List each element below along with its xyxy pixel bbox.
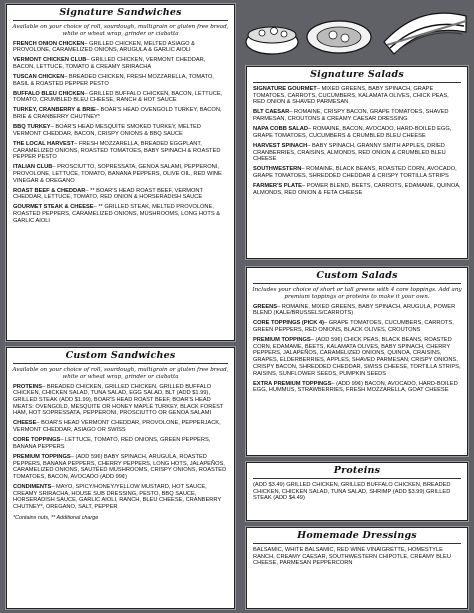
menu-item-desc: – POWER BLEND, BEETS, CARROTS, EDAMAME, QUINOA, ALMONDS, RED ONION & FETA CHEESE [253,182,461,196]
wrap-illustration [307,21,371,53]
dressings-panel [246,527,468,609]
menu-item [13,57,228,70]
menu-item [13,91,228,104]
menu-item-desc: – GRILLED BUFFALO CHICKEN, BACON, LETTUCE, TOMATO, CRUMBLED BLEU CHEESE, RANCH & HOT SAUCE [13,90,223,104]
menu-item-name: BLT CAESAR [253,109,290,116]
menu-item [13,164,228,184]
proteins-text: (ADD $3.49) GRILLED CHICKEN, GRILLED BUFFALO CHICKEN, BREADED CHICKEN, CHICKEN SALAD, TUNA SALAD, SHRIMP (ADD $3.99) GRILLED STEAK (ADD $4.49) [253,482,451,502]
menu-item-desc: – MAYO, SPICY/HONEY/YELLOW MUSTARD, HOT SAUCE, CREAMY SRIRACHA, HOUSE SUB DRESSING, PESTO, BBQ SAUCE, HORSERADISH SAUCE, GARLIC AIOLI, RANCH, BLEU CHEESE, CRANBERRY CHUTNEY*, OREGANO, SALT, PEPPER [13,483,222,511]
menu-item [253,126,461,139]
menu-list [7,41,234,225]
menu-item-name: ROAST BEEF & CHEDDAR [13,187,86,194]
menu-item-desc: – ROMAINE, BACON, AVOCADO, HARD-BOILED EGG, GRAPE TOMATOES, CUCUMBERS & CRUMBLED BLEU CHEESE [253,126,452,139]
menu-item-name: TUSCAN CHICKEN [13,74,65,80]
menu-item [253,86,461,106]
section-title: Proteins [333,465,381,476]
menu-item [13,437,228,450]
menu-item-name: CHEESE [13,420,37,427]
menu-item [13,204,228,224]
signature-sandwiches-panel [6,4,235,341]
menu-item-desc: – ROMAINE, CRISPY BACON, GRAPE TOMATOES, SHAVED PARMESAN, CROUTONS & CREAMY CAESAR DRESSING [253,109,449,123]
menu-item-desc: – FRESH MOZZARELLA, BREADED EGGPLANT, CARAMELIZED ONIONS, ROASTED TOMATOES, BABY SPINACH & ROASTED PEPPER PESTO [13,140,221,161]
menu-item [13,188,228,201]
section-subtitle: Includes your choice of short or tall greens with 4 core toppings. Add any premium toppings or proteins to make it your own. [252,287,462,300]
menu-item-name: GREENS [253,303,278,310]
menu-item-desc: – GRILLED CHICKEN, MELTED ASIAGO & PROVOLONE, CARAMELIZED ONIONS, ARUGULA & GARLIC AIOLI [13,40,195,54]
menu-item-name: CORE TOPPINGS (PICK 4) [253,320,324,327]
menu-item [253,304,461,317]
menu-item [13,124,228,137]
menu-item-name: VERMONT CHICKEN CLUB [13,57,87,64]
menu-item [13,107,228,120]
menu-item-name: PREMIUM TOPPINGS [13,453,71,460]
menu-item [253,381,461,394]
section-subtitle: Available on your choice of roll, sourdough, multigrain or gluten free bread, white or wheat wrap, grinder or ciabatta [12,367,229,380]
menu-item-name: ITALIAN CLUB [13,164,53,171]
menu-item-name: EXTRA PREMIUM TOPPINGS [253,380,332,387]
menu-item-name: BUFFALO BLEU CHICKEN [13,90,85,97]
menu-item-name: SOUTHWESTERN [253,166,302,173]
section-title: Custom Salads [316,270,398,281]
dressings-text: BALSAMIC, WHITE BALSAMIC, RED WINE VINAIGRETTE, HOMESTYLE RANCH, CREAMY CAESAR, SOUTHWESTERN CHIPOTLE, CREAMY BLEU CHEESE, PARMESAN PEPPERCORN [253,547,451,567]
proteins-panel [246,462,468,521]
menu-item [253,143,461,163]
menu-item [13,420,228,433]
menu-list [7,384,234,511]
menu-item-name: FRENCH ONION CHICKEN [13,40,85,47]
menu-item-desc: – BABY SPINACH, GRANNY SMITH APPLES, DRIED CRANBERRIES, CRAISINS, ALMONDS, RED ONION & CRUMBLED BLEU CHEESE [253,142,446,163]
menu-item-desc: – ** BOAR'S HEAD ROAST BEEF, VERMONT CHEDDAR, LETTUCE, TOMATO, RED ONION & HORSERADISH SAUCE [13,187,203,201]
menu-item-name: FARMER'S PLATE [253,182,302,189]
section-title: Signature Sandwiches [59,7,182,18]
menu-item-name: PROTEINS [13,383,43,390]
menu-item [253,166,461,179]
menu-item-name: HARVEST SPINACH [253,142,308,149]
custom-salads-panel [246,267,468,456]
menu-list [247,304,467,394]
menu-item-desc: – ROMAINE, BLACK BEANS, ROASTED CORN, AVOCADO, GRAPE TOMATOES, SHREDDED CHEDDAR & CRISPY TORTILLA STRIPS [253,166,457,179]
menu-item [253,337,461,377]
menu-item-desc: – (ADD 59¢) BABY SPINACH, ARUGULA, ROASTED PEPPERS, BANANA PEPPERS, CHERRY PEPPERS, LONG HOTS, JALAPEÑOS, CARAMELIZED ONIONS, SAUTÉED MUSHROOMS, CRISPY ONIONS, ROASTED TOMATOES, BACON, AVOCADO (ADD 99¢) [13,453,227,480]
menu-item [13,454,228,481]
menu-item-desc: – BOAR'S HEAD MESQUITE SMOKED TURKEY, MELTED VERMONT CHEDDAR, BACON, CRISPY ONIONS & BBQ SAUCE [13,124,201,137]
menu-item-desc: – BREADED CHICKEN, GRILLED CHICKEN, GRILLED BUFFALO CHICKEN, CHICKEN SALAD, TUNA SALAD, EGG SALAD, BLT (ADD $1.99), GRILLED STEAK (ADD $1.99), BOAR'S HEAD ROAST BEEF, BOAR'S HEAD MEATS: OVENGOLD, MESQUITE OR HONEY MAPLE TURKEY, BLACK FOREST HAM, HOT SOPRESSATA, PEPPERONI, PROSCIUTTO OR GENOA SALAMI [13,383,224,417]
menu-item [13,484,228,511]
menu-item-name: CORE TOPPINGS [13,437,61,444]
menu-list [247,86,467,196]
menu-item-desc: – PROSCIUTTO, SOPRESSATA, GENOA SALAMI, PEPPERONI, PROVOLONE, LETTUCE, TOMATO, BANANA PEPPERS, OLIVE OIL, RED WINE VINEGAR & OREGANO [13,164,222,184]
menu-item-desc: – MIXED GREENS, BABY SPINACH, GRAPE TOMATOES, CARROTS, CUCUMBERS, KALAMATA OLIVES, CHICK PEAS, RED ONION & SHAVED PARMESAN [253,86,449,106]
menu-item-desc: – ROMAINE, MIXED GREENS, BABY SPINACH, ARUGULA, POWER BLEND (KALE/BRUSSELS/CARROTS) [253,303,456,317]
menu-item-name: PREMIUM TOPPINGS [253,337,311,343]
menu-item-desc: – ** GRILLED STEAK, MELTED PROVOLONE, ROASTED PEPPERS, CARAMELIZED ONIONS, MUSHROOMS, LONG HOTS & GARLIC AIOLI [13,204,220,224]
menu-item-desc: – BOAR'S HEAD VERMONT CHEDDAR, PROVOLONE, PEPPERJACK, VERMONT CHEDDAR, ASIAGO OR SWISS [13,420,221,434]
menu-item [13,41,228,54]
section-title: Signature Salads [310,69,404,80]
salad-bowl-illustration [246,27,298,54]
menu-item-desc: – (ADD 59¢) CHICK PEAS, BLACK BEANS, ROASTED CORN, EDAMAME, BEETS, KALAMATA OLIVES, BABY SPINACH, CHERRY PEPPERS, JALAPEÑOS, CARAMELIZED ONIONS, QUINOA, CRAISINS, GRAPES, ELDERBERRIES, APPLES, SHAVED PARMESAN, CRISPY ONIONS, CRISPY BACON, SHREDDED CHEDDAR, SWISS CHEESE, TORTILLA STRIPS, RAISINS, SUNFLOWER SEEDS, PUMPKIN SEEDS [253,337,461,377]
signature-salads-panel [246,66,468,259]
menu-item [253,320,461,333]
menu-item-name: CONDIMENTS [13,483,52,490]
section-title: Custom Sandwiches [65,350,176,361]
menu-item-name: TURKEY, CRANBERRY & BRIE [13,107,96,114]
sandwich-illustration [244,2,470,60]
menu-item-desc: – GRILLED CHICKEN, VERMONT CHEDDAR, BACON, LETTUCE, TOMATO & CREAMY SRIRACHA [13,57,206,70]
menu-item [253,183,461,196]
menu-item-name: SIGNATURE GOURMET [253,86,317,92]
menu-item-name: GOURMET STEAK & CHEESE [13,204,94,211]
menu-item [13,74,228,87]
menu-item-name: BBQ TURKEY [13,124,51,131]
menu-item-desc: – LETTUCE, TOMATO, RED ONIONS, GREEN PEPPERS, BANANA PEPPERS [13,437,211,450]
menu-item [253,109,461,122]
menu-item-desc: – BREADED CHICKEN, FRESH MOZZARELLA, TOMATO, BASIL & ROASTED PEPPER PESTO [13,74,214,87]
menu-item [13,384,228,418]
menu-item-desc: – (ADD 99¢) BACON, AVOCADO, HARD-BOILED EGG, HUMMUS, STRAWBERRIES, FRESH MOZZARELLA, GOAT CHEESE [253,380,458,394]
menu-item-desc: – GRAPE TOMATOES, CUCUMBERS, CARROTS, GREEN PEPPERS, RED ONIONS, BLACK OLIVES, CROUTONS [253,320,454,333]
menu-item [13,141,228,161]
menu-item-desc: – BOAR'S HEAD OVENGOLD TURKEY, BACON, BRIE & CRANBERRY CHUTNEY* [13,107,222,121]
section-title: Homemade Dressings [297,530,417,541]
menu-item-name: THE LOCAL HARVEST [13,140,75,147]
footnote: *Contains nuts, ** Additional charge [13,514,99,521]
menu-item-name: NAPA COBB SALAD [253,126,308,133]
custom-sandwiches-panel [6,347,235,609]
section-subtitle: Available on your choice of roll, sourdough, multigrain or gluten free bread, white or wheat wrap, grinder or ciabatta [12,24,229,37]
